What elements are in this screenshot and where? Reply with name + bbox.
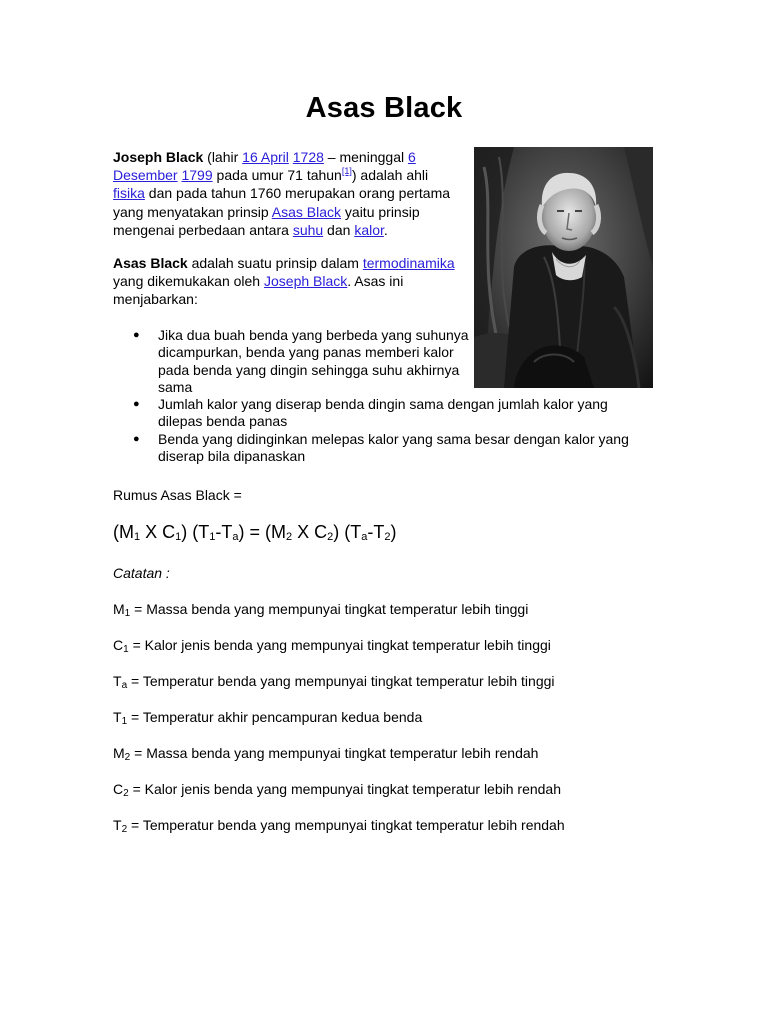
text-segment: dan pada tahun 1760 merupakan orang pertama yang menyatakan prinsip [113, 185, 451, 220]
definition-c2 [113, 781, 561, 797]
symbol-subscript: 2 [123, 788, 129, 799]
formula-part: -T [367, 522, 385, 542]
formula-label: Rumus Asas Black = [113, 487, 242, 503]
symbol-subscript: a [121, 680, 128, 691]
list-item [113, 431, 653, 466]
definition-text: = Massa benda yang mempunyai tingkat temperatur lebih tinggi [130, 601, 529, 617]
link-1728[interactable]: 1728 [292, 149, 324, 165]
definition-m1 [113, 601, 528, 617]
link-termodinamika[interactable]: termodinamika [362, 255, 455, 271]
formula-subscript: a [361, 531, 368, 543]
text-segment: ) adalah ahli [351, 167, 429, 184]
symbol: M [113, 745, 125, 761]
list-item [113, 396, 653, 431]
text-segment: dan [323, 221, 355, 238]
formula-part: ) (T [181, 522, 210, 542]
formula-subscript: a [232, 531, 239, 543]
formula-subscript: 1 [134, 531, 141, 543]
link-asas-black[interactable]: Asas Black [271, 203, 342, 220]
text-segment: – meninggal [323, 149, 408, 165]
formula-part: ) = (M [238, 522, 286, 542]
page-title: Asas Black [305, 92, 463, 124]
definition-c1 [113, 637, 551, 653]
symbol-subscript: 2 [121, 824, 128, 835]
link-16-april[interactable]: 16 April [242, 149, 289, 165]
formula-part: X C [140, 522, 176, 542]
symbol: T [113, 709, 122, 725]
bullet-icon: ● [133, 398, 140, 411]
symbol: C [113, 781, 124, 797]
formula-subscript: 2 [327, 531, 334, 543]
definition-text: = Temperatur akhir pencampuran kedua benda [127, 709, 423, 725]
text-segment: yang dikemukakan oleh [113, 273, 264, 290]
text-segment: pada umur 71 tahun [212, 167, 342, 184]
formula-part: -T [215, 522, 233, 542]
definition-text: = Temperatur benda yang mempunyai tingkat temperatur lebih tinggi [127, 673, 555, 689]
link-kalor[interactable]: kalor [354, 221, 384, 238]
bullet-icon: ● [133, 432, 140, 445]
symbol: C [113, 637, 124, 653]
link-suhu[interactable]: suhu [292, 221, 324, 238]
notes-heading: Catatan : [113, 565, 170, 581]
formula-subscript: 2 [384, 531, 391, 543]
bold-name: Joseph Black [113, 149, 204, 165]
definition-t2 [113, 817, 565, 833]
list-item [113, 327, 488, 396]
bold-term: Asas Black [113, 255, 188, 271]
formula-part: X C [292, 522, 328, 542]
formula-subscript: 1 [175, 531, 182, 543]
definition-ta [113, 673, 555, 689]
formula-part: ) [390, 522, 397, 542]
bullet-list [113, 327, 653, 465]
black-formula [113, 522, 397, 543]
symbol-subscript: 1 [123, 644, 129, 655]
definition-text: = Temperatur benda yang mempunyai tingkat temperatur lebih rendah [127, 817, 565, 833]
definition-t1 [113, 709, 422, 725]
symbol: T [113, 817, 122, 833]
symbol-subscript: 2 [124, 752, 131, 763]
list-item-text: Benda yang didinginkan melepas kalor yang sama besar dengan kalor yang diserap bila dipanaskan [158, 430, 629, 465]
bullet-icon: ● [133, 329, 140, 341]
symbol: T [113, 673, 122, 689]
formula-subscript: 2 [286, 531, 293, 543]
link-joseph-black[interactable]: Joseph Black [264, 273, 348, 290]
definition-text: = Massa benda yang mempunyai tingkat temperatur lebih rendah [130, 745, 539, 761]
text-segment: yaitu prinsip mengenai perbedaan antara [113, 203, 420, 238]
link-fisika[interactable]: fisika [113, 185, 145, 202]
text-segment: (lahir [203, 149, 243, 165]
symbol-subscript: 1 [121, 716, 128, 727]
symbol: M [113, 601, 125, 617]
reference-link[interactable]: [1] [341, 166, 352, 177]
definition-m2 [113, 745, 538, 761]
symbol-subscript: 1 [124, 608, 131, 619]
definition-text: = Kalor jenis benda yang mempunyai tingkat temperatur lebih tinggi [128, 637, 551, 653]
definition-text: = Kalor jenis benda yang mempunyai tingkat temperatur lebih rendah [128, 781, 562, 797]
list-item-text: Jumlah kalor yang diserap benda dingin sama dengan jumlah kalor yang dilepas benda panas [158, 396, 608, 430]
text-segment: adalah suatu prinsip dalam [187, 255, 363, 271]
list-item-text: Jika dua buah benda yang berbeda yang suhunya dicampurkan, benda yang panas memberi kalor pada benda yang dingin sehingga suhu akhirnya sama [158, 327, 469, 395]
link-6-desember[interactable]: 6 Desember [113, 149, 416, 184]
formula-part: (M [113, 522, 134, 542]
intro-paragraph [113, 148, 463, 239]
text-segment: . Asas ini menjabarkan: [113, 273, 404, 308]
definition-paragraph [113, 254, 463, 309]
link-1799[interactable]: 1799 [181, 167, 213, 184]
formula-part: ) (T [333, 522, 362, 542]
formula-subscript: 1 [209, 531, 216, 543]
text-segment: . [383, 221, 388, 238]
